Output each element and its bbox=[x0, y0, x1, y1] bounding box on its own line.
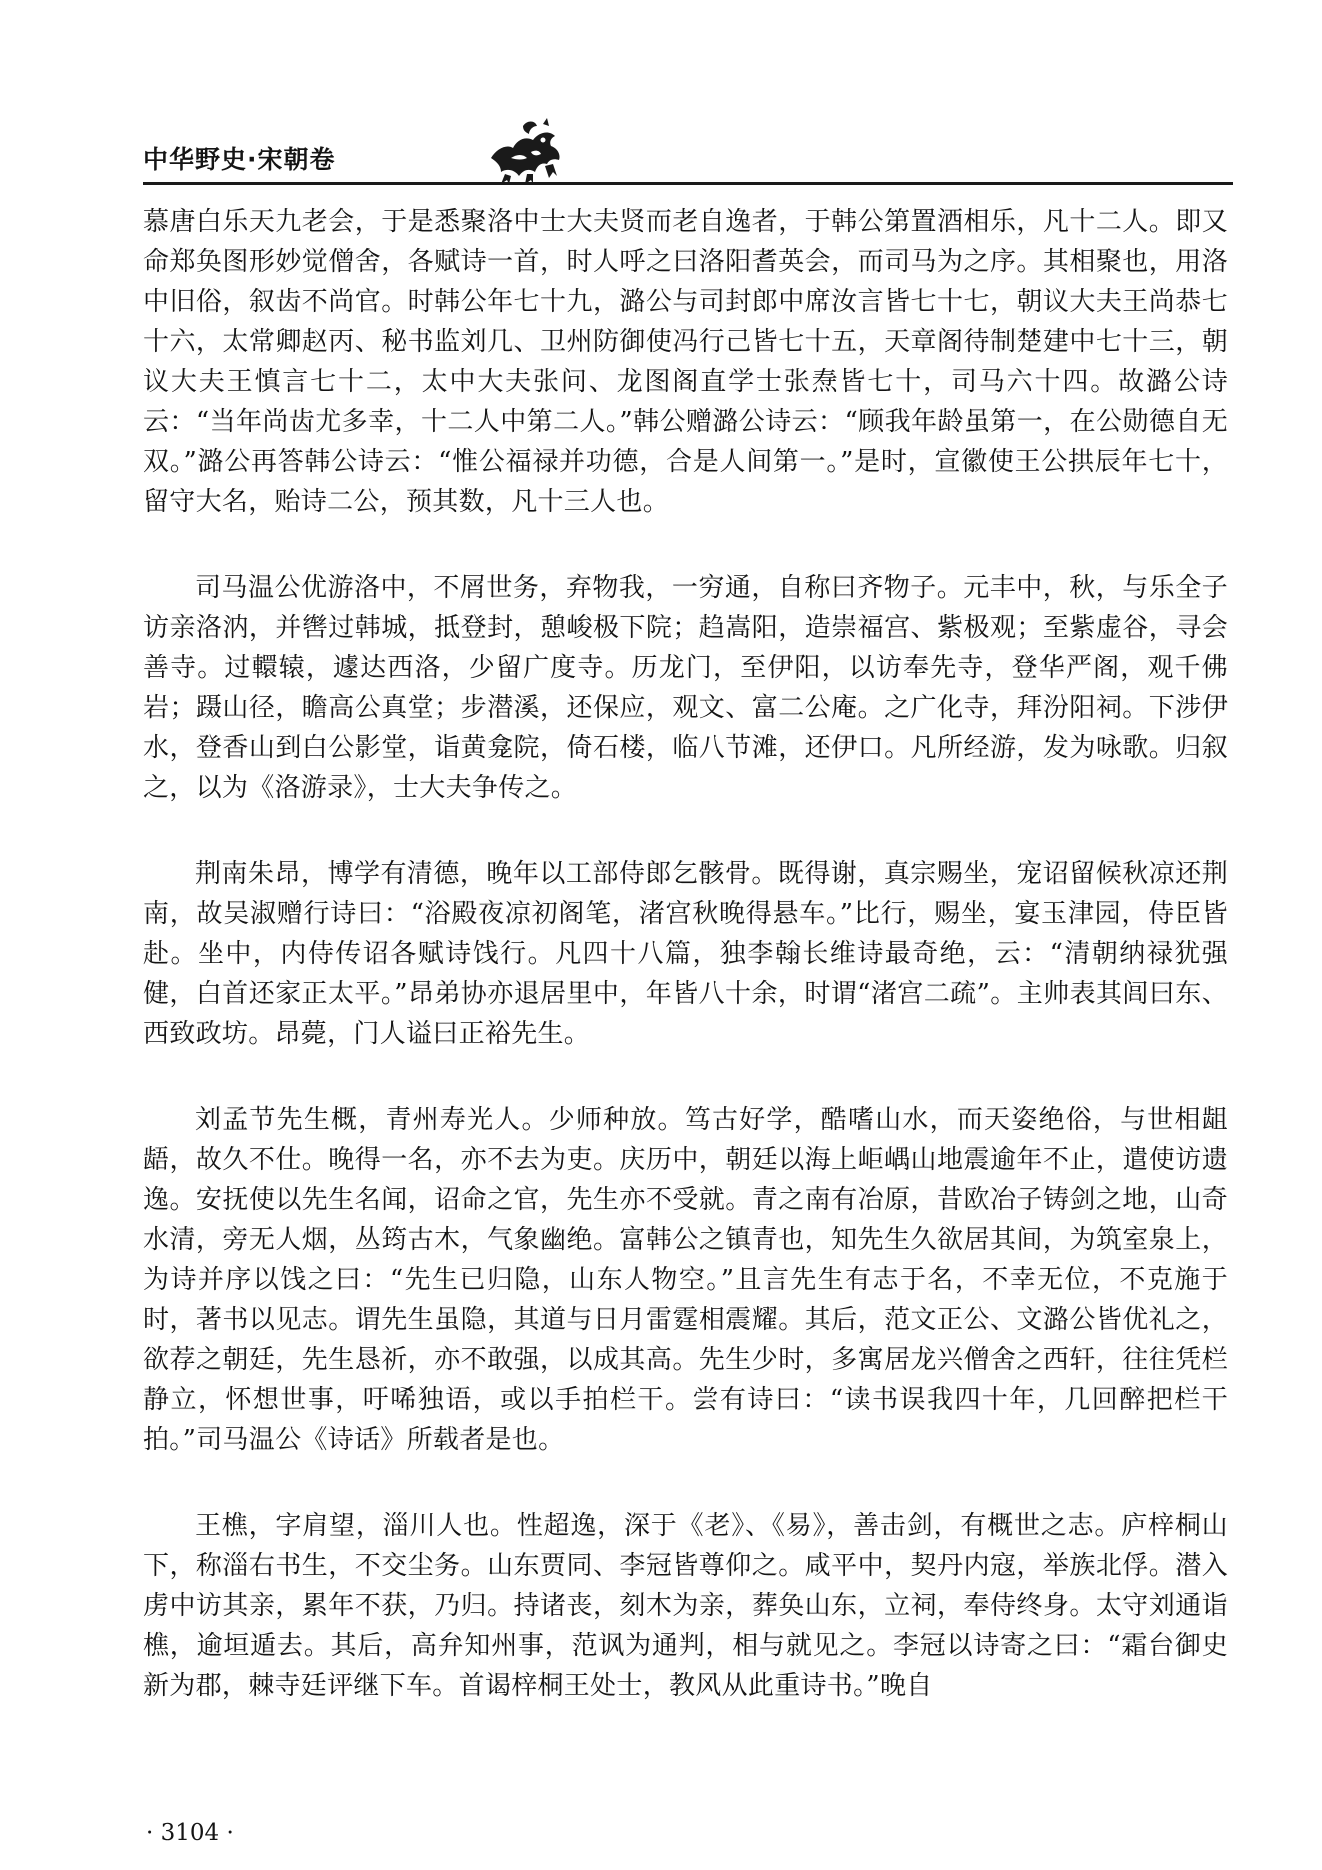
paragraph-gap bbox=[143, 522, 1228, 568]
book-title: 中华野史·宋朝卷 bbox=[143, 145, 336, 174]
paragraph-gap bbox=[143, 1054, 1228, 1100]
paragraph-4: 刘孟节先生概，青州寿光人。少师种放。笃古好学，酷嗜山水，而天姿绝俗，与世相龃龉，故久不仕。晚得一名，亦不去为吏。庆历中，朝廷以海上岠嵎山地震逾年不止，遣使访遗逸。安抚使以先生名闻，诏命之官，先生亦不受就。青之南有冶原，昔欧冶子铸剑之地，山奇水清，旁无人烟，丛筠古木，气象幽绝。富韩公之镇青也，知先生久欲居其间，为筑室泉上，为诗并序以饯之曰：“先生已归隐，山东人物空。”且言先生有志于名，不幸无位，不克施于时，著书以见志。谓先生虽隐，其道与日月雷霆相震耀。其后，范文正公、文潞公皆优礼之，欲荐之朝廷，先生恳祈，亦不敢强，以成其高。先生少时，多寓居龙兴僧舍之西轩，往往凭栏静立，怀想世事，吁唏独语，或以手拍栏干。尝有诗曰：“读书误我四十年，几回醉把栏干拍。”司马温公《诗话》所载者是也。 bbox=[143, 1105, 1228, 1455]
paragraph-5: 王樵，字肩望，淄川人也。性超逸，深于《老》、《易》，善击剑，有概世之志。庐梓桐山下，称淄右书生，不交尘务。山东贾同、李冠皆尊仰之。咸平中，契丹内寇，举族北俘。潜入虏中访其亲，累年不获，乃归。持诸丧，刻木为亲，葬奂山东，立祠，奉侍终身。太守刘通诣樵，逾垣遁去。其后，高弁知州事，范讽为通判，相与就见之。李冠以诗寄之曰：“霜台御史新为郡，棘寺廷评继下车。首谒梓桐王处士，教风从此重诗书。”晚自 bbox=[143, 1511, 1228, 1701]
paragraph-3: 荆南朱昂，博学有清德，晚年以工部侍郎乞骸骨。既得谢，真宗赐坐，宠诏留候秋凉还荆南，故吴淑赠行诗曰：“浴殿夜凉初阁笔，渚宫秋晚得悬车。”比行，赐坐，宴玉津园，侍臣皆赴。坐中，内侍传诏各赋诗饯行。凡四十八篇，独李翰长维诗最奇绝，云：“清朝纳禄犹强健，白首还家正太平。”昂弟协亦退居里中，年皆八十余，时谓“渚宫二疏”。主帅表其闾曰东、西致政坊。昂薨，门人谥曰正裕先生。 bbox=[143, 859, 1228, 1049]
header-rule bbox=[143, 182, 1233, 185]
paragraph-gap bbox=[143, 1460, 1228, 1506]
page-number: · 3104 · bbox=[146, 1820, 234, 1846]
main-text bbox=[143, 202, 1228, 1706]
paragraph-gap bbox=[143, 808, 1228, 854]
running-header bbox=[143, 118, 1233, 188]
paragraph-1: 慕唐白乐天九老会，于是悉聚洛中士大夫贤而老自逸者，于韩公第置酒相乐，凡十二人。即又命郑奂图形妙觉僧舍，各赋诗一首，时人呼之曰洛阳耆英会，而司马为之序。其相聚也，用洛中旧俗，叙齿不尚官。时韩公年七十九，潞公与司封郎中席汝言皆七十七，朝议大夫王尚恭七十六，太常卿赵丙、秘书监刘几、卫州防御使冯行己皆七十五，天章阁待制楚建中七十三，朝议大夫王慎言七十二，太中大夫张问、龙图阁直学士张焘皆七十，司马六十四。故潞公诗云：“当年尚齿尤多幸，十二人中第二人。”韩公赠潞公诗云：“顾我年龄虽第一，在公勋德自无双。”潞公再答韩公诗云：“惟公福禄并功德，合是人间第一。”是时，宣徽使王公拱辰年七十，留守大名，贻诗二公，预其数，凡十三人也。 bbox=[143, 207, 1228, 517]
dragon-emblem-icon bbox=[483, 118, 565, 186]
paragraph-2: 司马温公优游洛中，不屑世务，弃物我，一穷通，自称曰齐物子。元丰中，秋，与乐全子访亲洛汭，并辔过韩城，抵登封，憩峻极下院；趋嵩阳，造崇福宫、紫极观；至紫虚谷，寻会善寺。过轘辕，遽达西洛，少留广度寺。历龙门，至伊阳，以访奉先寺，登华严阁，观千佛岩；蹑山径，瞻高公真堂；步潜溪，还保应，观文、富二公庵。之广化寺，拜汾阳祠。下涉伊水，登香山到白公影堂，诣黄龛院，倚石楼，临八节滩，还伊口。凡所经游，发为咏歌。归叙之，以为《洛游录》，士大夫争传之。 bbox=[143, 573, 1228, 803]
